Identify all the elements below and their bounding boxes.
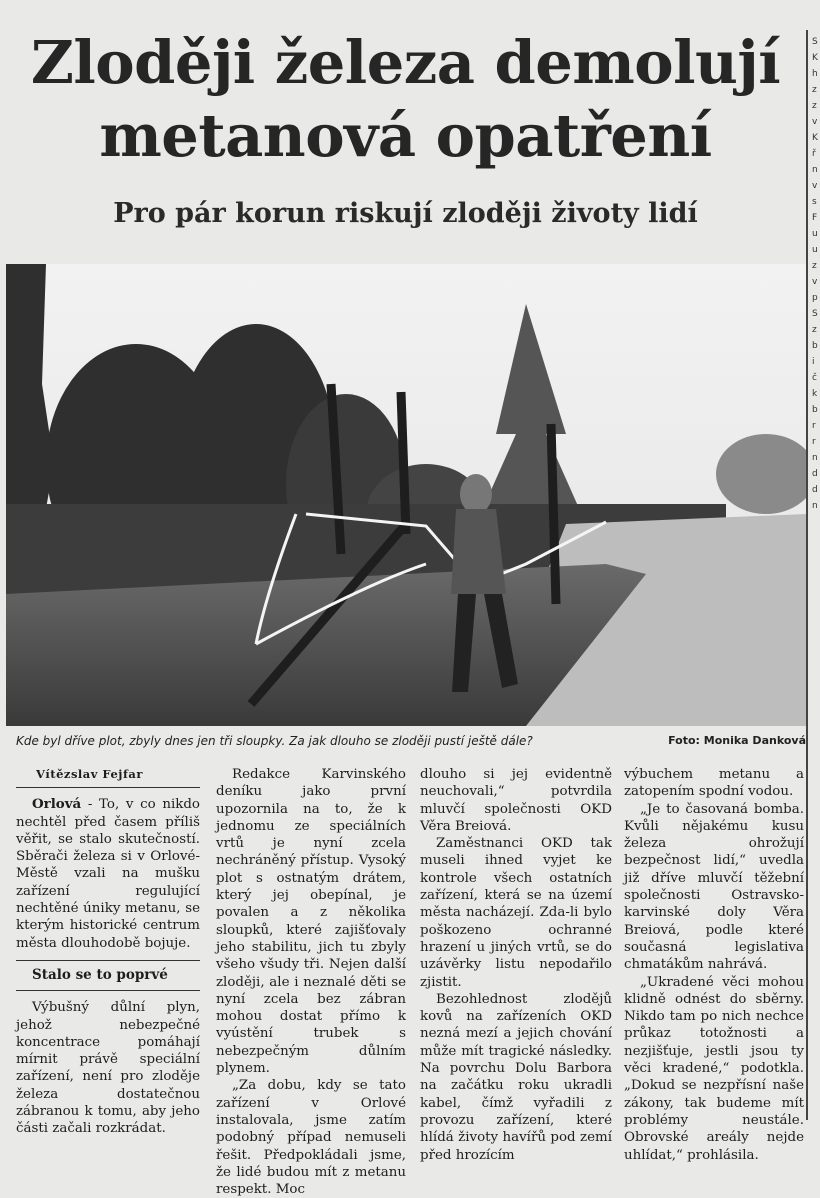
article-column-3 xyxy=(420,766,612,1164)
headline-line-1: Zloději železa demolují xyxy=(30,28,781,97)
paragraph: Redakce Karvinského deníku jako první upozornila na to, že k jednomu ze speciálních vrtů je nyní zcela nechráněný přístup. Vysoký plot s ostnatým drátem, který jej obepínal, je povalen a z několika sloupků, které zajišťovaly jeho stabilitu, jich tu zbyly všeho všudy tři. Nejen další zloději, ale i neznalé děti se nyní zcela bez zábran mohou dostat přímo k vyústění trubek s nebezpečným důlním plynem. xyxy=(216,767,406,1077)
byline: Vítězslav Fejfar xyxy=(16,766,200,788)
photo-credit: Foto: Monika Danková xyxy=(668,734,806,747)
article-column-4 xyxy=(624,766,804,1164)
paragraph: Bezohlednost zlodějů kovů na zařízeních OKD nezná mezí a jejich chování může mít tragické následky. Na povrchu Dolu Barbora na začátku roku ukradli kabel, čímž vyřadili z provozu zařízení, které hlídá životy havířů pod zemí před hrozícím xyxy=(420,991,612,1163)
subheadline: Pro pár korun riskují zloději životy lidí xyxy=(113,198,698,229)
paragraph: „Ukradené věci mohou klidně odnést do sběrny. Nikdo tam po nich nechce průkaz totožnosti a nezjišťuje, jestli jsou ty věci kradené,“ podotkla. „Dokud se nezpřísní naše zákony, tak budeme mít problémy neustále. Obrovské areály nejde uhlídat,“ prohlásila. xyxy=(624,974,804,1163)
paragraph: dlouho si jej evidentně neuchovali,“ potvrdila mluvčí společnosti OKD Věra Breiová. xyxy=(420,767,612,834)
lead-paragraph-text: - To, v co nikdo nechtěl před časem příliš věřit, se stalo skutečností. Sběrači železa si v Orlové-Městě vzali na mušku zařízení regulující nechtěné úniky metanu, se kterým historické centrum města dlouhodobě bojuje. xyxy=(16,797,200,951)
paragraph: Výbušný důlní plyn, jehož nebezpečné koncentrace pomáhají mírnit právě speciální zařízení, není pro zloděje železa dostatečnou zábranou k tomu, aby jeho části začali rozkrádat. xyxy=(16,1000,200,1137)
paragraph: výbuchem metanu a zatopením spodní vodou. xyxy=(624,767,804,800)
headline-line-2: metanová opatření xyxy=(99,101,712,170)
lead-paragraph xyxy=(16,796,200,952)
article-column-2 xyxy=(216,766,406,1198)
adjacent-article-edge: S K h z z v K ř n v s F u u z v p S z b i č k b r r n d d n xyxy=(812,37,818,511)
dateline: Orlová xyxy=(32,796,82,813)
section-subhead: Stalo se to poprvé xyxy=(16,960,200,991)
paragraph: Zaměstnanci OKD tak museli ihned vyjet ke kontrole všech ostatních zařízení, která se na území města nacházejí. Zda-li bylo poškozeno ochranné hrazení u jiných vrtů, se do uzávěrky listu nepodařilo zjistit. xyxy=(420,836,612,990)
article-column-1 xyxy=(16,766,200,1138)
paragraph: „Je to časovaná bomba. Kvůli nějakému kusu železa ohrožují bezpečnost lidí,“ uvedla již dříve mluvčí těžební společnosti Ostravsko-karvinské doly Věra Breiová, podle které současná legislativa chmatákům nahrává. xyxy=(624,801,804,973)
column-rule xyxy=(806,30,808,1120)
article-photo xyxy=(6,264,806,726)
photo-caption: Kde byl dříve plot, zbyly dnes jen tři sloupky. Za jak dlouho se zloději pustí ještě dále? xyxy=(16,734,533,748)
headline xyxy=(8,26,803,172)
paragraph: „Za dobu, kdy se tato zařízení v Orlové instalovala, jsme zatím podobný případ nemuseli řešit. Předpokládali jsme, že lidé budou mít z metanu respekt. Moc xyxy=(216,1078,406,1198)
